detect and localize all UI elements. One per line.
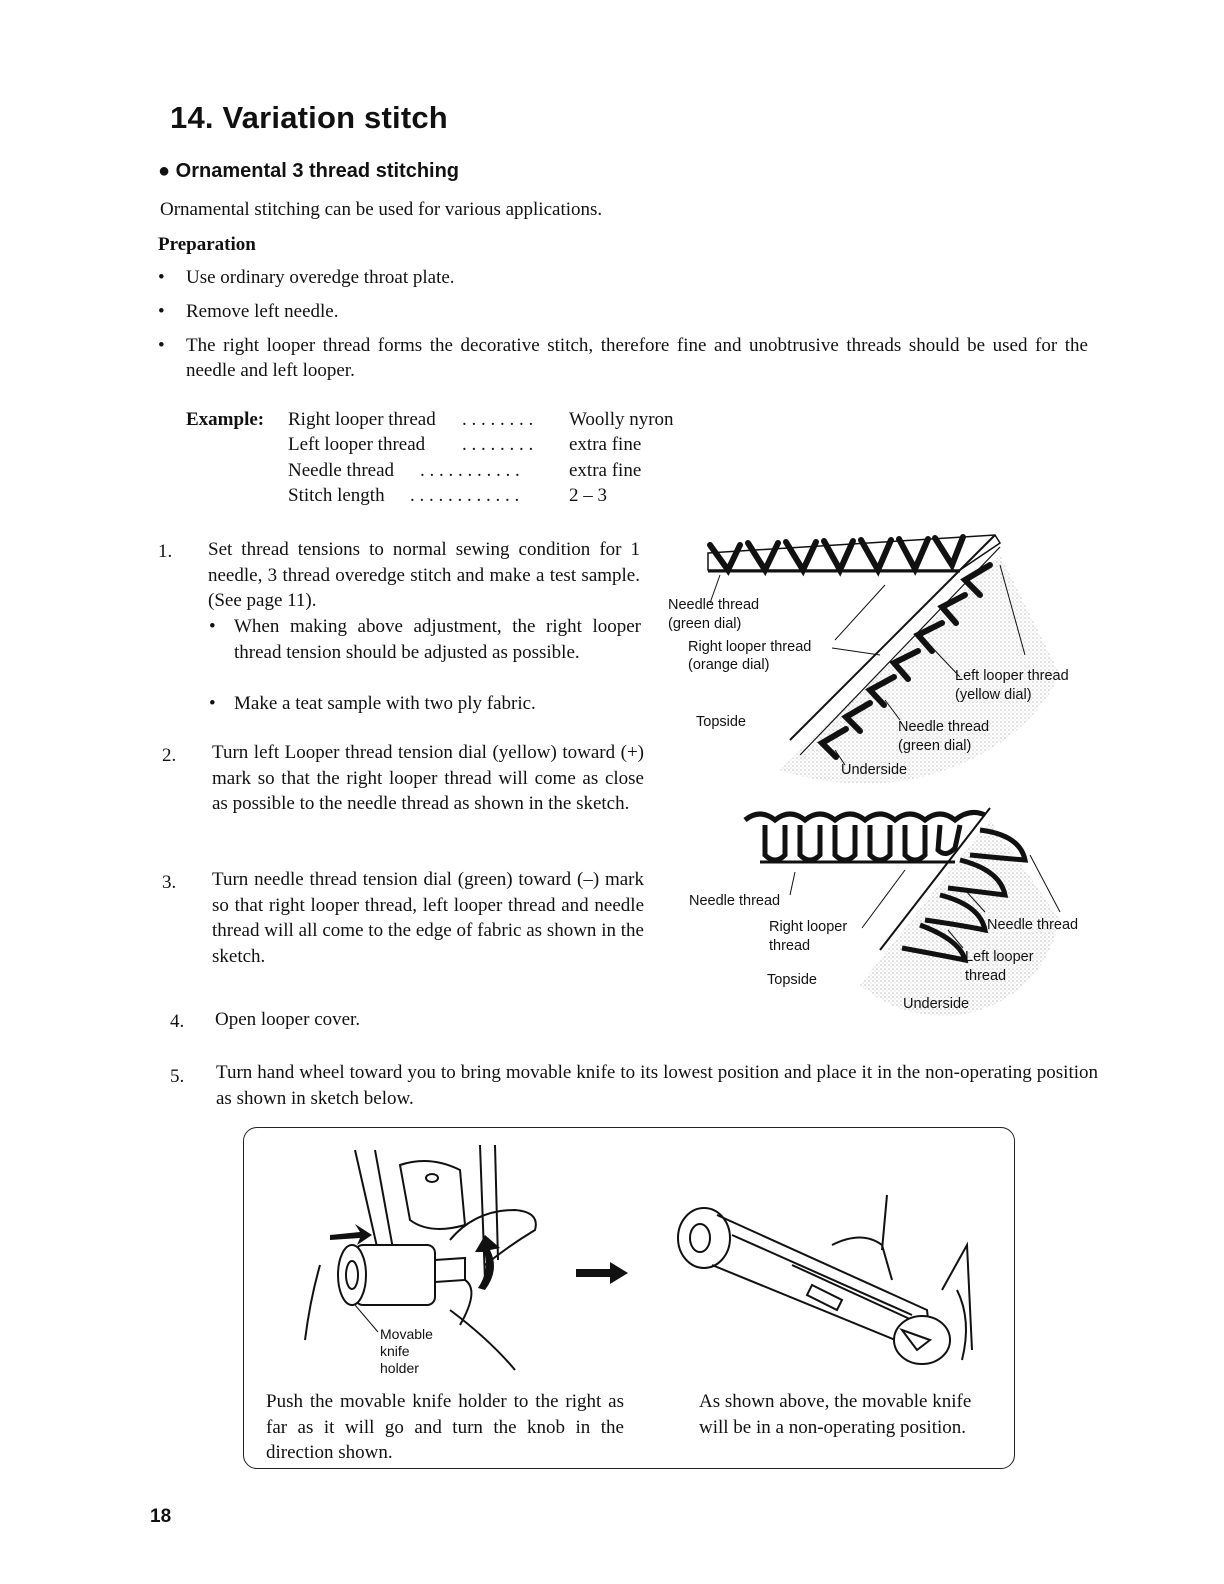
knife-label-1: Movable (380, 1326, 433, 1342)
label-needle-thread: Needle thread (668, 597, 760, 613)
prep-item-1 (158, 265, 1086, 290)
label-right-looper-b2: thread (769, 938, 811, 954)
knife-label-2: knife (380, 1343, 410, 1359)
label-yellow-dial: (yellow dial) (955, 687, 1032, 703)
right-caption: As shown above, the movable knife will be in a non-operating position. (699, 1391, 972, 1438)
example-row-dots: . . . . . . . . . . . (420, 460, 520, 481)
label-underside: Underside (841, 762, 908, 778)
label-left-looper-thread: Left looper thread (955, 668, 1069, 684)
bullet-dot: • (158, 301, 165, 322)
step-2-text: Turn left Looper thread tension dial (yellow) toward (+) mark so that the right looper thread will come as close as possible to the needle thread as shown in the sketch. (212, 742, 644, 814)
step-3-number: 3. (162, 872, 177, 893)
label-orange-dial: (orange dial) (688, 657, 770, 673)
step-2-number: 2. (162, 745, 177, 766)
step-1-sub-1 (209, 614, 641, 665)
label-green-dial-2: (green dial) (898, 738, 972, 754)
step-4-text: Open looper cover. (215, 1009, 361, 1030)
prep-item-3 (158, 333, 1088, 383)
example-row-value: 2 – 3 (569, 485, 607, 506)
label-left-looper-b: Left looper (965, 949, 1034, 965)
bullet-dot: • (209, 616, 216, 637)
example-row-name: Stitch length (288, 485, 385, 506)
example-row-name: Right looper thread (288, 409, 436, 430)
label-needle-thread-b: Needle thread (689, 893, 781, 909)
intro-text: Ornamental stitching can be used for various applications. (160, 199, 603, 220)
step-3-text: Turn needle thread tension dial (green) toward (–) mark so that right looper thread, left looper thread and needle thread will all come to the edge of fabric as shown in the sketch. (212, 869, 644, 967)
example-row-dots: . . . . . . . . (462, 409, 534, 430)
page-number: 18 (150, 1506, 172, 1527)
step-1-sub-2 (209, 691, 641, 717)
label-right-looper-b: Right looper (769, 919, 848, 935)
knife-non-operating-illustration (672, 1190, 982, 1380)
step-1-sub-2-text: Make a teat sample with two ply fabric. (234, 693, 536, 714)
step-5-number: 5. (170, 1066, 185, 1087)
step-1-text: Set thread tensions to normal sewing condition for 1 needle, 3 thread overedge stitch and make a test sample. (See page 11). (208, 539, 640, 611)
label-topside: Topside (696, 714, 746, 730)
prep-item-text: Remove left needle. (186, 301, 339, 322)
bullet-dot: • (158, 267, 165, 288)
bullet-dot: • (209, 693, 216, 714)
section-title: 14. Variation stitch (170, 100, 448, 135)
label-left-looper-b2: thread (965, 968, 1007, 984)
prep-item-2 (158, 299, 1086, 324)
example-row-value: extra fine (569, 434, 642, 455)
step-1-number: 1. (158, 541, 173, 562)
right-arrow-icon (576, 1262, 628, 1284)
bullet-dot: • (158, 335, 165, 356)
preparation-heading: Preparation (158, 234, 256, 255)
knife-holder-illustration (300, 1140, 560, 1380)
stitch-diagram-bottom (680, 800, 1120, 1030)
example-label: Example: (186, 409, 265, 430)
example-row-name: Needle thread (288, 460, 395, 481)
example-row-value: Woolly nyron (569, 409, 674, 430)
example-row-dots: . . . . . . . . . . . . (410, 485, 520, 506)
example-row-value: extra fine (569, 460, 642, 481)
label-right-looper-thread: Right looper thread (688, 639, 812, 655)
step-4-number: 4. (170, 1011, 185, 1032)
label-underside-b: Underside (903, 996, 970, 1012)
example-row-dots: . . . . . . . . (462, 434, 534, 455)
label-green-dial: (green dial) (668, 616, 742, 632)
step-1-sub-1-text: When making above adjustment, the right looper thread tension should be adjusted as possible. (234, 616, 641, 663)
left-caption: Push the movable knife holder to the right as far as it will go and turn the knob in the direction shown. (266, 1391, 624, 1463)
knife-label-3: holder (380, 1360, 419, 1376)
step-5-text: Turn hand wheel toward you to bring movable knife to its lowest position and place it in the non-operating position as shown in sketch below. (216, 1062, 1098, 1109)
label-needle-thread-b2: Needle thread (987, 917, 1079, 933)
subheading: ● Ornamental 3 thread stitching (158, 160, 460, 182)
prep-item-text: Use ordinary overedge throat plate. (186, 267, 455, 288)
example-row-name: Left looper thread (288, 434, 426, 455)
label-topside-b: Topside (767, 972, 817, 988)
prep-item-text: The right looper thread forms the decorative stitch, therefore fine and unobtrusive threads should be used for the needle and left looper. (186, 335, 1088, 381)
label-needle-thread-2: Needle thread (898, 719, 990, 735)
